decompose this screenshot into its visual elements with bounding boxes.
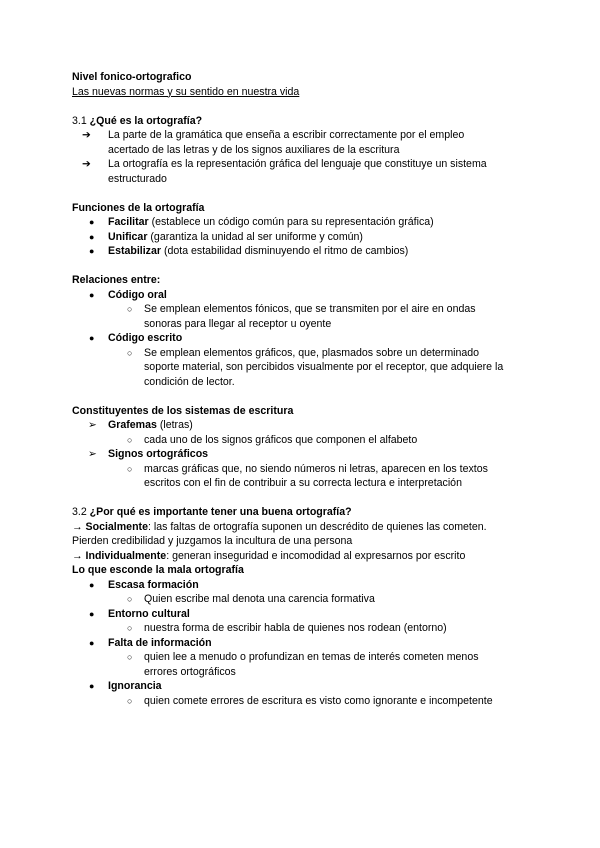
item-text: La ortografía es la representación gráfica del lenguaje que constituye un sistema [108, 158, 487, 170]
item-text: sonoras para llegar al receptor u oyente [144, 317, 332, 330]
list-item [72, 578, 532, 593]
item-text: soporte material, son percibidos visualmente por el receptor, que adquiere la [144, 361, 504, 373]
circle-bullet-icon: ○ [127, 347, 133, 358]
list-item [72, 447, 532, 462]
sub-list-item [72, 462, 532, 491]
item-text: cada uno de los signos gráficos que componen el alfabeto [144, 433, 418, 446]
sub-list-item [72, 650, 532, 679]
section-heading: Lo que esconde la mala ortografía [72, 564, 244, 576]
item-text: quien comete errores de escritura es visto como ignorante e incompetente [144, 694, 493, 707]
sub-list-item [72, 592, 532, 607]
dot-bullet-icon: ● [89, 231, 95, 242]
circle-bullet-icon: ○ [127, 594, 133, 604]
sub-list-item [72, 694, 532, 709]
item-term: Código oral [108, 288, 167, 301]
item-text: condición de lector. [144, 375, 235, 388]
list-item [72, 230, 532, 245]
list-item [72, 157, 532, 186]
item-text: Quien escribe mal denota una carencia formativa [144, 593, 375, 605]
paragraph-socialmente [72, 520, 532, 535]
section-heading: Relaciones entre: [72, 274, 161, 286]
dot-bullet-icon: ● [89, 637, 95, 648]
sub-list-item [72, 302, 532, 331]
item-text: (establece un código común para su representación gráfica) [148, 216, 434, 228]
item-text: quien lee a menudo o profundizan en temas de interés cometen menos [144, 651, 479, 663]
list-item [72, 607, 532, 622]
item-term: Ignorancia [108, 680, 162, 692]
circle-bullet-icon: ○ [127, 695, 133, 706]
item-term: Individualmente [85, 549, 167, 562]
section-heading: Constituyentes de los sistemas de escritura [72, 404, 294, 417]
dot-bullet-icon: ● [89, 217, 95, 227]
right-arrow-icon: → [72, 549, 86, 562]
section-number: 3.2 [72, 506, 90, 518]
list-item [72, 215, 532, 230]
section-number: 3.1 [72, 114, 90, 127]
triangle-bullet-icon: ➢ [88, 419, 97, 431]
item-term: Grafemas [108, 419, 157, 431]
list-item [72, 418, 532, 433]
section-title: ¿Qué es la ortografía? [89, 114, 203, 127]
section-heading: Funciones de la ortografía [72, 201, 205, 214]
circle-bullet-icon: ○ [127, 623, 133, 633]
item-term: Entorno cultural [108, 607, 190, 620]
list-item [72, 128, 532, 157]
item-term: Signos ortográficos [108, 448, 209, 460]
item-text: errores ortográficos [144, 665, 236, 678]
list-item [72, 636, 532, 651]
circle-bullet-icon: ○ [127, 463, 133, 474]
item-text: escritos con el fin de contribuir a su correcta lectura e interpretación [144, 477, 462, 489]
circle-bullet-icon: ○ [127, 652, 133, 662]
list-item [72, 679, 532, 694]
item-text: (dota estabilidad disminuyendo el ritmo de cambios) [161, 245, 409, 257]
dot-bullet-icon: ● [89, 579, 95, 590]
circle-bullet-icon: ○ [127, 434, 133, 445]
list-item [72, 244, 532, 259]
item-term: Escasa formación [108, 578, 199, 591]
dot-bullet-icon: ● [89, 246, 95, 256]
dot-bullet-icon: ● [89, 289, 95, 300]
item-text: Pierden credibilidad y juzgamos la incultura de una persona [72, 535, 353, 547]
list-item [72, 288, 532, 303]
document-title: Nivel fonico-ortografico [72, 71, 192, 83]
triangle-bullet-icon: ➢ [88, 448, 97, 460]
dot-bullet-icon: ● [89, 681, 95, 691]
list-item [72, 331, 532, 346]
item-term: Falta de información [108, 636, 212, 649]
right-arrow-icon: → [72, 520, 86, 533]
section-title: ¿Por qué es importante tener una buena ortografía? [89, 506, 352, 518]
item-term: Facilitar [108, 216, 149, 228]
item-text: : generan inseguridad e incomodidad al expresarnos por escrito [166, 549, 466, 562]
circle-bullet-icon: ○ [127, 304, 133, 314]
item-text: (garantiza la unidad al ser uniforme y común) [147, 230, 363, 243]
item-term: Estabilizar [108, 245, 161, 257]
item-text: marcas gráficas que, no siendo números ni letras, aparecen en los textos [144, 462, 488, 475]
document-page [72, 70, 532, 708]
sub-list-item [72, 346, 532, 390]
item-term: Socialmente [85, 520, 148, 533]
dot-bullet-icon: ● [89, 333, 95, 343]
item-text: acertado de las letras y de los signos auxiliares de la escritura [108, 143, 400, 156]
sub-list-item [72, 621, 532, 636]
item-text: La parte de la gramática que enseña a escribir correctamente por el empleo [108, 129, 465, 141]
item-text: Se emplean elementos fónicos, que se transmiten por el aire en ondas [144, 303, 476, 315]
arrow-bullet-icon: ➔ [82, 129, 91, 141]
item-term: Unificar [108, 230, 148, 243]
paragraph-individualmente [72, 549, 532, 564]
item-text: (letras) [156, 419, 193, 431]
section-heading [72, 114, 532, 129]
item-text: nuestra forma de escribir habla de quienes nos rodean (entorno) [144, 622, 447, 634]
section-heading [72, 505, 532, 520]
item-text: Se emplean elementos gráficos, que, plasmados sobre un determinado [144, 346, 480, 359]
document-subtitle: Las nuevas normas y su sentido en nuestra vida [72, 85, 300, 98]
item-text: estructurado [108, 172, 167, 185]
dot-bullet-icon: ● [89, 608, 95, 619]
item-text: : las faltas de ortografía suponen un descrédito de quienes las cometen. [147, 520, 487, 533]
sub-list-item [72, 433, 532, 448]
arrow-bullet-icon: ➔ [82, 158, 91, 170]
item-term: Código escrito [108, 332, 183, 344]
